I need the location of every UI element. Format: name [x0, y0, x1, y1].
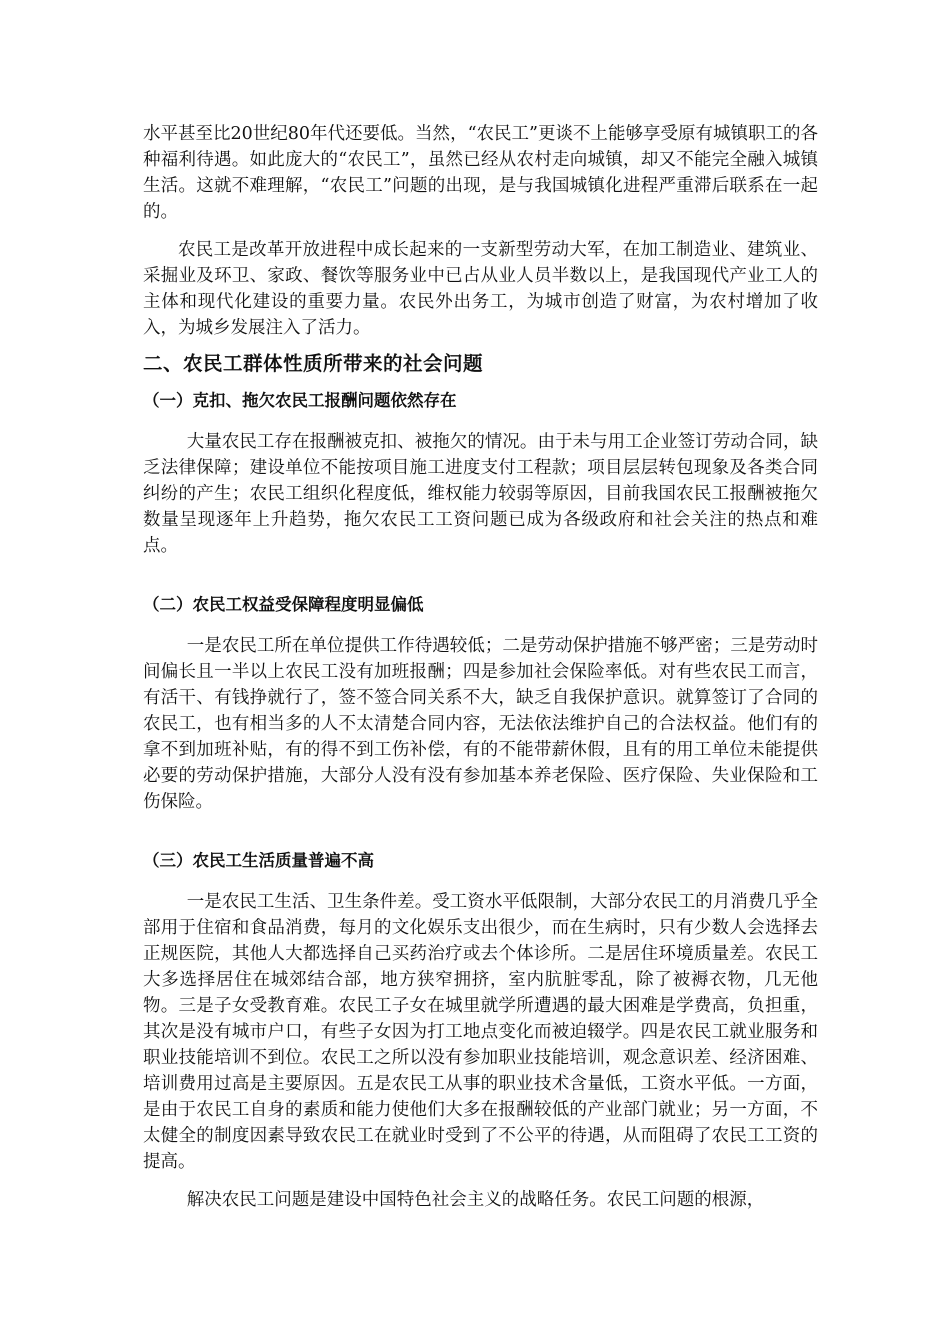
spacer	[143, 377, 818, 389]
spacer	[143, 413, 818, 429]
paragraph-rights-protection: 一是农民工所在单位提供工作待遇较低；二是劳动保护措施不够严密；三是劳动时间偏长且一半以上农民工没有加班报酬；四是参加社会保险率低。对有些农民工而言，有活干、有钱挣就行了，签不签合同关系不大，缺乏自我保护意识。就算签订了合同的农民工，也有相当多的人不太清楚合同内容，无法依法维护自己的合法权益。他们有的拿不到加班补贴，有的得不到工伤补偿，有的不能带薪休假，且有的用工单位未能提供必要的劳动保护措施，大部分人没有没有参加基本养老保险、医疗保险、失业保险和工伤保险。	[143, 636, 818, 812]
document-body	[143, 121, 818, 1213]
spacer	[143, 873, 818, 889]
paragraph-living-quality: 一是农民工生活、卫生条件差。受工资水平低限制，大部分农民工的月消费几乎全部用于住宿和食品消费，每月的文化娱乐支出很少，而在生病时，只有少数人会选择去正规医院，其他人大都选择自己买药治疗或去个体诊所。二是居住环境质量差。农民工大多选择居住在城郊结合部，地方狭窄拥挤，室内肮脏零乱，除了被褥衣物，几无他物。三是子女受教育难。农民工子女在城里就学所遭遇的最大困难是学费高，负担重，其次是没有城市户口，有些子女因为打工地点变化而被迫辍学。四是农民工就业服务和职业技能培训不到位。农民工之所以没有参加职业技能培训，观念意识差、经济困难、培训费用过高是主要原因。五是农民工从事的职业技术含量低，工资水平低。一方面，是由于农民工自身的素质和能力使他们大多在报酬较低的产业部门就业；另一方面，不太健全的制度因素导致农民工在就业时受到了不公平的待遇，从而阻碍了农民工工资的提高。	[143, 892, 818, 1172]
paragraph-intro-end: 水平甚至比20世纪80年代还要低。当然，“农民工”更谈不上能够享受原有城镇职工的各种福利待遇。如此庞大的“农民工”，虽然已经从农村走向城镇，却又不能完全融入城镇生活。这就不难理解，“农民工”问题的出现，是与我国城镇化进程严重滞后联系在一起的。	[143, 124, 818, 222]
spacer	[143, 815, 818, 849]
spacer	[143, 617, 818, 633]
paragraph-conclusion-start: 解决农民工问题是建设中国特色社会主义的战略任务。农民工问题的根源，	[186, 1190, 765, 1210]
section-heading-social-problems: 二、农民工群体性质所带来的社会问题	[143, 352, 484, 375]
subsection-heading-living-quality: （三）农民工生活质量普遍不高	[143, 851, 374, 870]
spacer	[143, 559, 818, 593]
paragraph-new-labor: 农民工是改革开放进程中成长起来的一支新型劳动大军，在加工制造业、建筑业、采掘业及环卫、家政、餐饮等服务业中已占从业人员半数以上，是我国现代产业工人的主体和现代化建设的重要力量。农民外出务工，为城市创造了财富，为农村增加了收入，为城乡发展注入了活力。	[143, 240, 818, 338]
spacer	[143, 1175, 818, 1187]
subsection-heading-rights-protection: （二）农民工权益受保障程度明显偏低	[143, 595, 424, 614]
subsection-heading-wage-arrears: （一）克扣、拖欠农民工报酬问题依然存在	[143, 391, 457, 410]
spacer	[143, 225, 818, 237]
paragraph-wage-arrears: 大量农民工存在报酬被克扣、被拖欠的情况。由于未与用工企业签订劳动合同，缺乏法律保障；建设单位不能按项目施工进度支付工程款；项目层层转包现象及各类合同纠纷的产生；农民工组织化程度低，维权能力较弱等原因，目前我国农民工报酬被拖欠数量呈现逐年上升趋势，拖欠农民工工资问题已成为各级政府和社会关注的热点和难点。	[143, 432, 818, 556]
